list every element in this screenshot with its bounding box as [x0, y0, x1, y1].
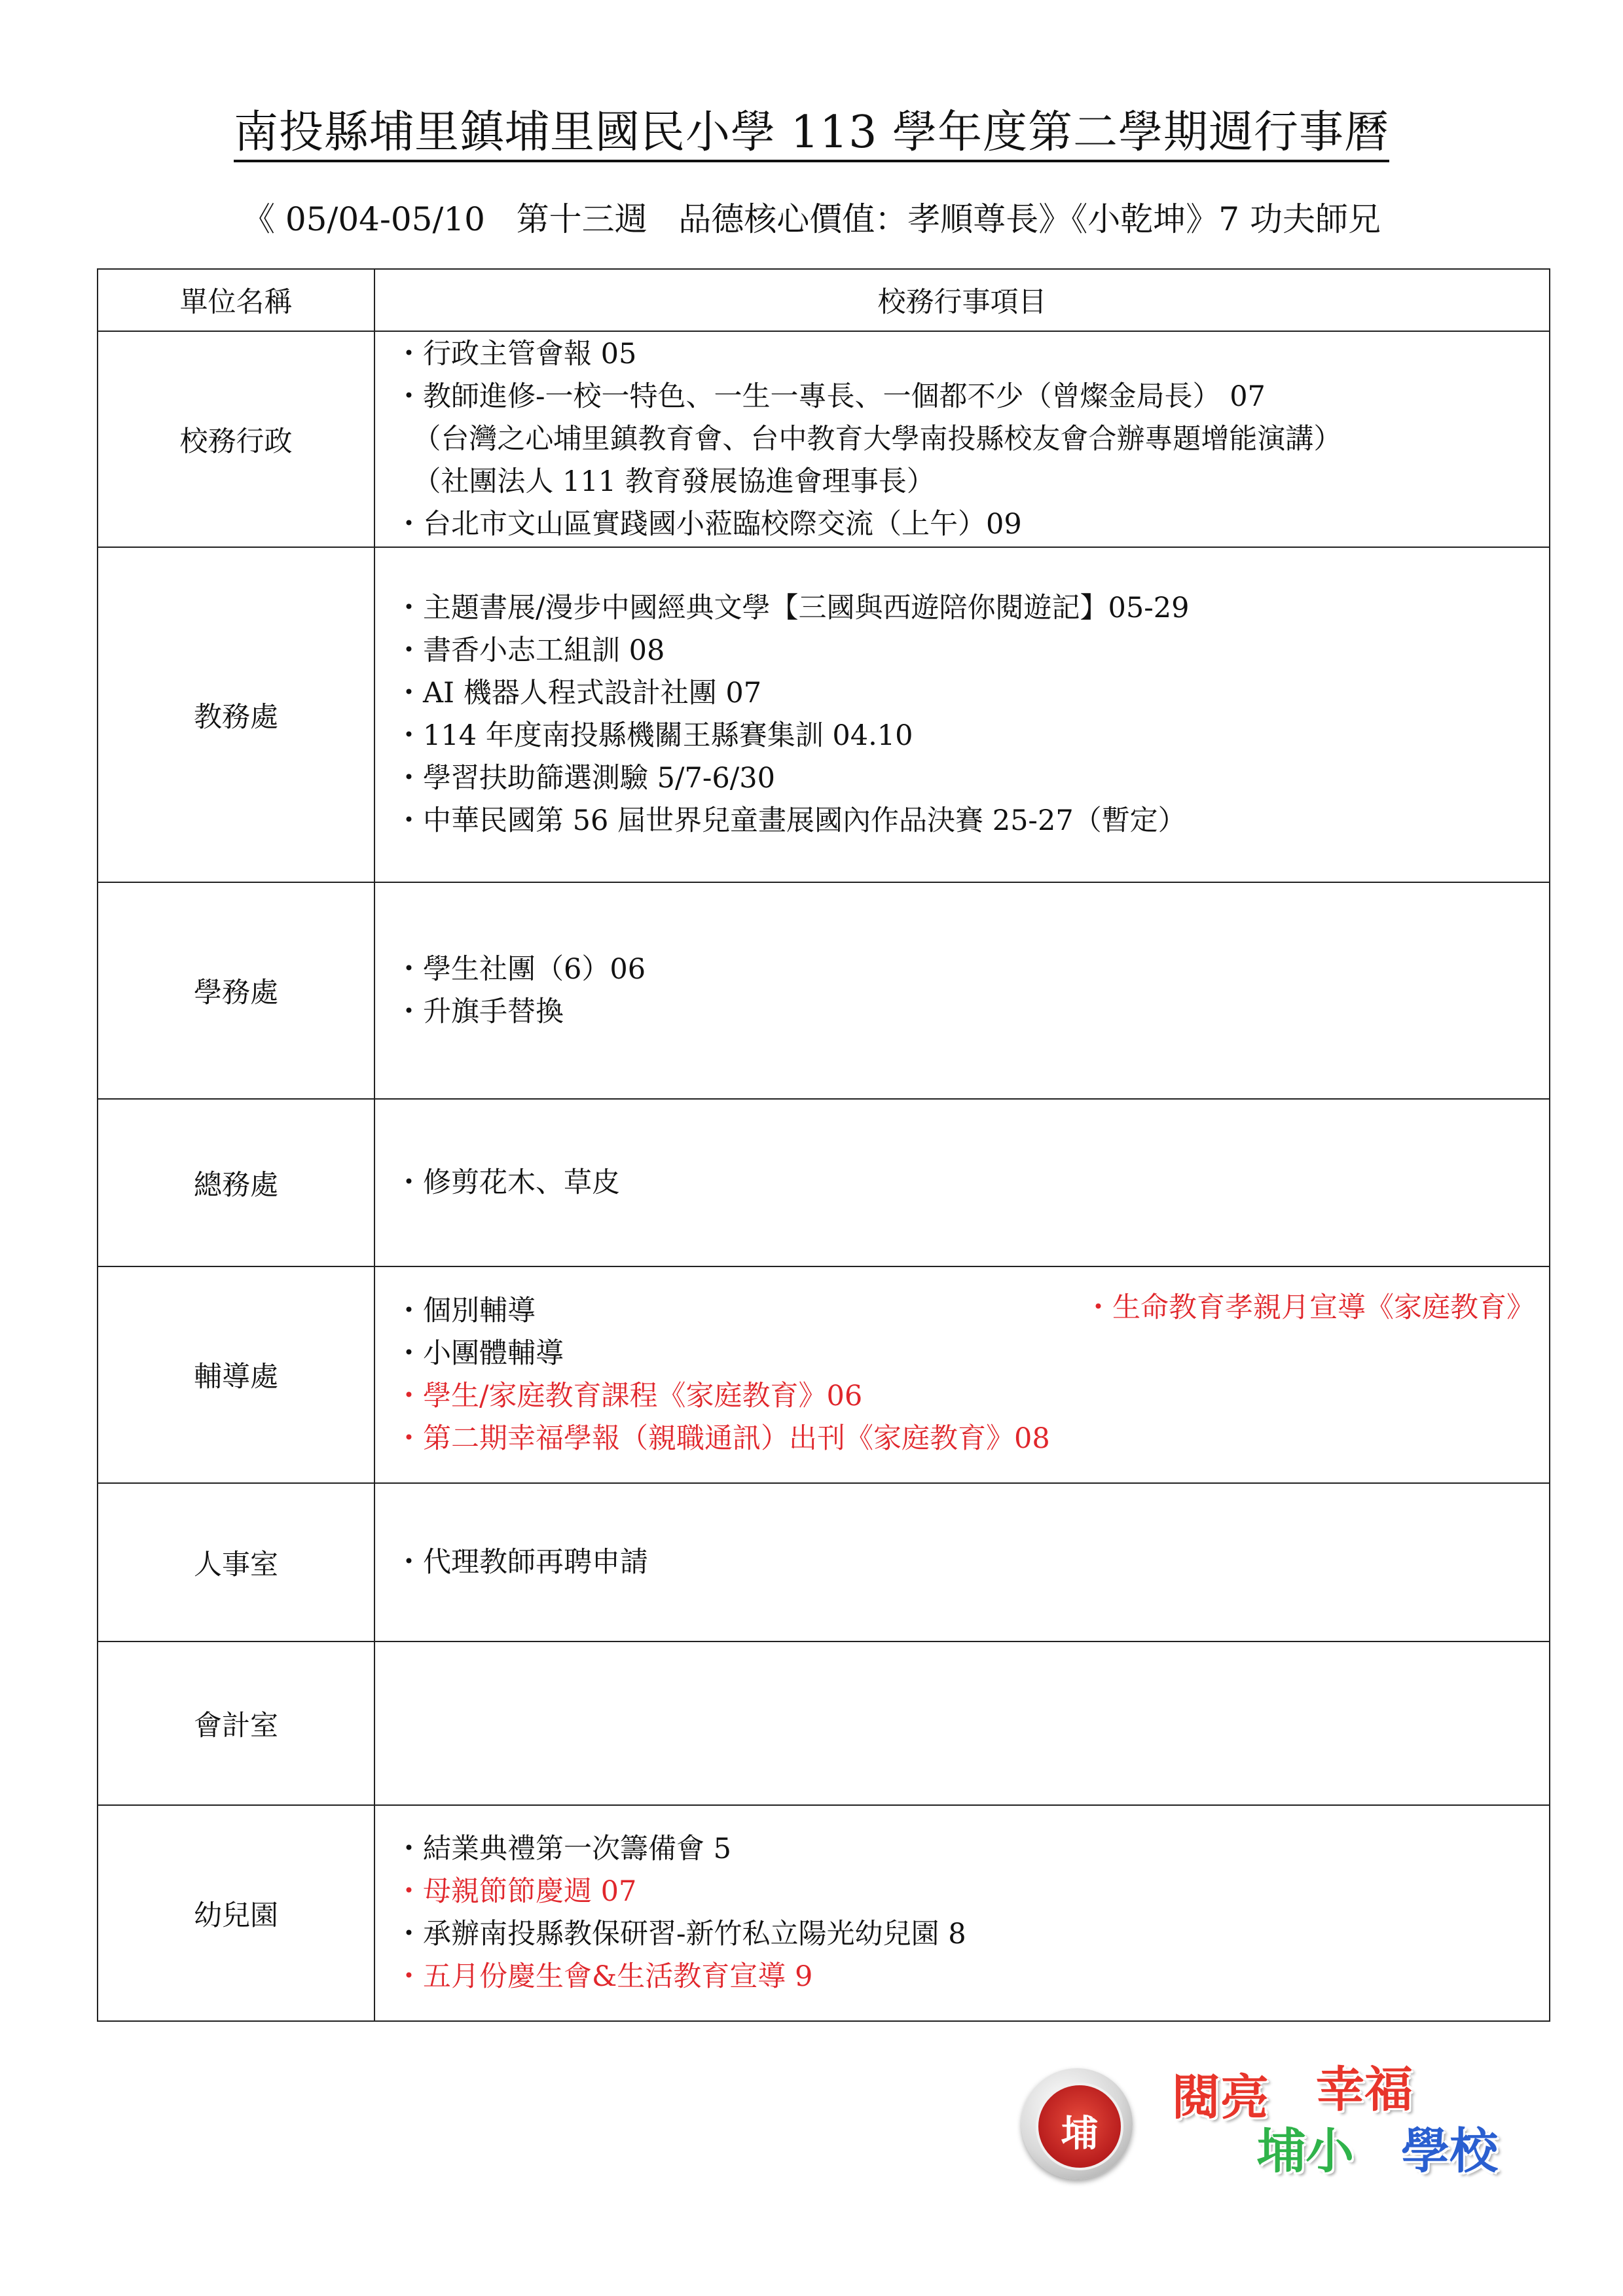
unit-name-general-affairs: 總務處: [98, 1099, 374, 1266]
items-cell-personnel: [374, 1483, 1550, 1641]
school-logo: [1021, 2062, 1519, 2196]
unit-column-header: 單位名稱: [98, 269, 374, 331]
list-item: ・行政主管會報 05: [395, 337, 637, 370]
list-item: ・學習扶助篩選測驗 5/7-6/30: [395, 762, 775, 795]
list-item: ・中華民國第 56 屆世界兒童畫展國內作品決賽 25-27（暫定）: [395, 804, 1186, 837]
logo-word-school: 學校: [1401, 2123, 1498, 2179]
unit-name-academic: 教務處: [98, 547, 374, 882]
table-row: [98, 1805, 1550, 2021]
list-item: ・教師進修-一校一特色、一生一專長、一個都不少（曾燦金局長） 07: [395, 380, 1266, 413]
unit-name-accounting: 會計室: [98, 1641, 374, 1805]
unit-name-kindergarten: 幼兒園: [98, 1805, 374, 2021]
list-item: ・承辦南投縣教保研習-新竹私立陽光幼兒園 8: [395, 1918, 966, 1950]
list-item: ・114 年度南投縣機關王縣賽集訓 04.10: [395, 719, 913, 752]
list-item: ・個別輔導: [395, 1294, 536, 1327]
logo-word-puli: 埔小: [1257, 2123, 1354, 2179]
table-row: [98, 1266, 1550, 1483]
list-item: （社團法人 111 教育發展協進會理事長）: [395, 465, 935, 498]
list-item: ・五月份慶生會&生活教育宣導 9: [395, 1960, 813, 1993]
list-item: ・台北市文山區實踐國小蒞臨校際交流（上午）09: [395, 507, 1022, 541]
unit-name-personnel: 人事室: [98, 1483, 374, 1641]
list-item: ・代理教師再聘申請: [395, 1545, 648, 1579]
items-cell-accounting: [374, 1641, 1550, 1805]
logo-word-read: 閱亮: [1172, 2070, 1269, 2126]
week-subtitle: 《 05/04-05/10 第十三週 品德核心價值：孝順尊長》《小乾坤》7 功夫師兄: [242, 200, 1381, 238]
emblem-glyph: 埔: [1061, 2113, 1098, 2155]
table-row: [98, 547, 1550, 882]
items-cell-admin: [374, 331, 1550, 547]
items-cell-student-affairs: [374, 882, 1550, 1099]
page-title: [0, 103, 1623, 162]
items-cell-counseling: [374, 1266, 1550, 1483]
weekly-calendar-table: [97, 268, 1550, 2022]
table-header-row: [98, 269, 1550, 331]
table-row: [98, 1483, 1550, 1641]
list-item: ・母親節節慶週 07: [395, 1875, 637, 1908]
counseling-side-note: ・生命教育孝親月宣導《家庭教育》: [1084, 1291, 1535, 1324]
list-item: ・小團體輔導: [395, 1336, 564, 1370]
list-item: ・主題書展/漫步中國經典文學【三國與西遊陪你閱遊記】05-29: [395, 592, 1190, 624]
table-row: [98, 1099, 1550, 1266]
unit-name-student-affairs: 學務處: [98, 882, 374, 1099]
list-item: ・升旗手替換: [395, 995, 564, 1028]
items-cell-general-affairs: [374, 1099, 1550, 1266]
items-column-header: 校務行事項目: [374, 269, 1550, 331]
list-item: ・第二期幸福學報（親職通訊）出刊《家庭教育》08: [395, 1422, 1050, 1455]
list-item: ・AI 機器人程式設計社團 07: [395, 677, 762, 709]
logo-word-happy: 幸福: [1316, 2062, 1413, 2118]
list-item: （台灣之心埔里鎮教育會、台中教育大學南投縣校友會合辦專題增能演講）: [395, 422, 1342, 456]
unit-name-admin: 校務行政: [98, 331, 374, 547]
list-item: ・書香小志工組訓 08: [395, 634, 665, 667]
unit-name-counseling: 輔導處: [98, 1266, 374, 1483]
list-item: ・結業典禮第一次籌備會 5: [395, 1833, 732, 1865]
page-title-text: 南投縣埔里鎮埔里國民小學 113 學年度第二學期週行事曆: [234, 107, 1389, 162]
items-cell-academic: [374, 547, 1550, 882]
table-row: [98, 882, 1550, 1099]
school-emblem-icon: [1021, 2068, 1133, 2179]
list-item: ・學生社團（6）06: [395, 952, 646, 986]
table-row: [98, 331, 1550, 547]
table-row: [98, 1641, 1550, 1805]
list-item: ・修剪花木、草皮: [395, 1166, 620, 1199]
items-cell-kindergarten: [374, 1805, 1550, 2021]
list-item: ・學生/家庭教育課程《家庭教育》06: [395, 1379, 863, 1412]
